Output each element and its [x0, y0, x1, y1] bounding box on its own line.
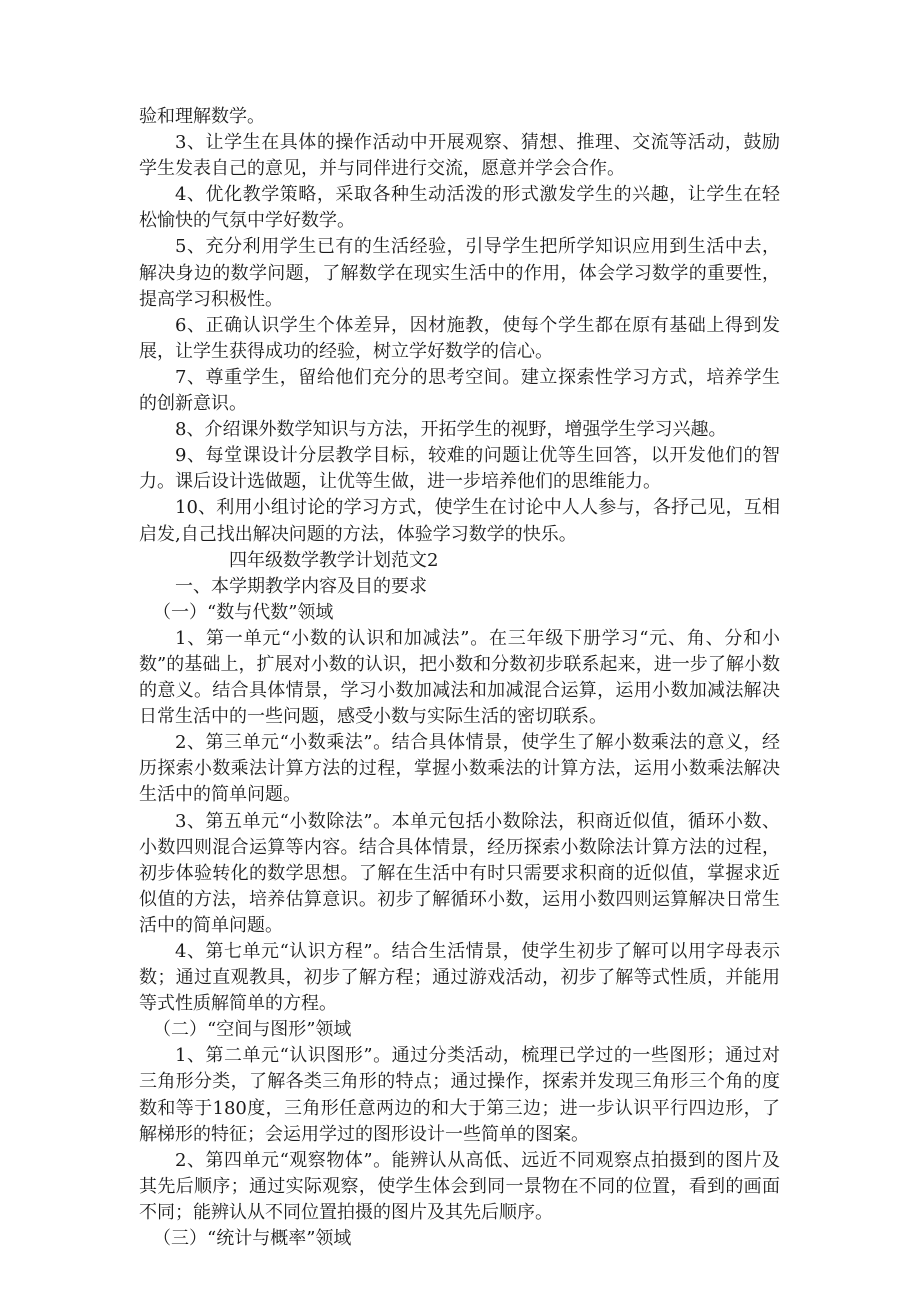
paragraph-item-10: 10、利用小组讨论的学习方式，使学生在讨论中人人参与，各抒己见，互相启发,自己找出解决问题的方法，体验学习数学的快乐。 — [139, 497, 780, 545]
paragraph-unit-5: 3、第五单元“小数除法”。本单元包括小数除法，积商近似值，循环小数、小数四则混合运算等内容。结合具体情景，经历探索小数除法计算方法的过程，初步体验转化的数学思想。了解在生活中有时只需要求积商的近似值，掌握求近似值的方法，培养估算意识。初步了解循环小数，运用小数四则运算解决日常生活中的简单问题。 — [139, 810, 780, 936]
paragraph-item-6: 6、正确认识学生个体差异，因材施教，使每个学生都在原有基础上得到发展，让学生获得成功的经验，树立学好数学的信心。 — [139, 314, 780, 362]
paragraph-unit-7: 4、第七单元“认识方程”。结合生活情景，使学生初步了解可以用字母表示数；通过直观教具，初步了解方程；通过游戏活动，初步了解等式性质，并能用等式性质解简单的方程。 — [139, 941, 780, 1015]
paragraph-item-4: 4、优化教学策略，采取各种生动活泼的形式激发学生的兴趣，让学生在轻松愉快的气氛中学好数学。 — [139, 184, 780, 232]
section-heading-1: 一、本学期教学内容及目的要求 — [175, 575, 427, 597]
sub-heading-space-shape: （二）“空间与图形”领域 — [153, 1019, 352, 1041]
document-page — [139, 104, 780, 1252]
document-title-2: 四年级数学教学计划范文2 — [229, 549, 439, 571]
sub-heading-numbers-algebra: （一）“数与代数”领域 — [153, 601, 334, 623]
paragraph-unit-4: 2、第四单元“观察物体”。能辨认从高低、远近不同观察点拍摄到的图片及其先后顺序；通过实际观察，使学生体会到同一景物在不同的位置，看到的画面不同；能辨认从不同位置拍摄的图片及其先后顺序。 — [139, 1149, 780, 1223]
paragraph-item-3: 3、让学生在具体的操作活动中开展观察、猜想、推理、交流等活动，鼓励学生发表自己的意见，并与同伴进行交流，愿意并学会合作。 — [139, 132, 780, 180]
paragraph-item-7: 7、尊重学生，留给他们充分的思考空间。建立探索性学习方式，培养学生的创新意识。 — [139, 366, 780, 415]
sub-heading-statistics: （三）“统计与概率”领域 — [153, 1228, 352, 1250]
paragraph-unit-2: 1、第二单元“认识图形”。通过分类活动，梳理已学过的一些图形；通过对三角形分类，了解各类三角形的特点；通过操作，探索并发现三角形三个角的度数和等于180度，三角形任意两边的和大于第三边；进一步认识平行四边形，了解梯形的特征；会运用学过的图形设计一些简单的图案。 — [139, 1045, 780, 1145]
paragraph-unit-3: 2、第三单元“小数乘法”。结合具体情景，使学生了解小数乘法的意义，经历探索小数乘法计算方法的过程，掌握小数乘法的计算方法，运用小数乘法解决生活中的简单问题。 — [139, 732, 780, 806]
paragraph-item-5: 5、充分利用学生已有的生活经验，引导学生把所学知识应用到生活中去，解决身边的数学问题，了解数学在现实生活中的作用，体会学习数学的重要性，提高学习积极性。 — [139, 236, 780, 310]
paragraph-continuation: 验和理解数学。 — [139, 106, 265, 127]
paragraph-item-9: 9、每堂课设计分层教学目标，较难的问题让优等生回答，以开发他们的智力。课后设计选做题，让优等生做，进一步培养他们的思维能力。 — [139, 445, 780, 493]
paragraph-item-8: 8、介绍课外数学知识与方法，开拓学生的视野，增强学生学习兴趣。 — [175, 419, 727, 441]
paragraph-unit-1: 1、第一单元“小数的认识和加减法”。在三年级下册学习“元、角、分和小数”的基础上，扩展对小数的认识，把小数和分数初步联系起来，进一步了解小数的意义。结合具体情景，学习小数加减法和加减混合运算，运用小数加减法解决日常生活中的一些问题，感受小数与实际生活的密切联系。 — [139, 627, 780, 728]
